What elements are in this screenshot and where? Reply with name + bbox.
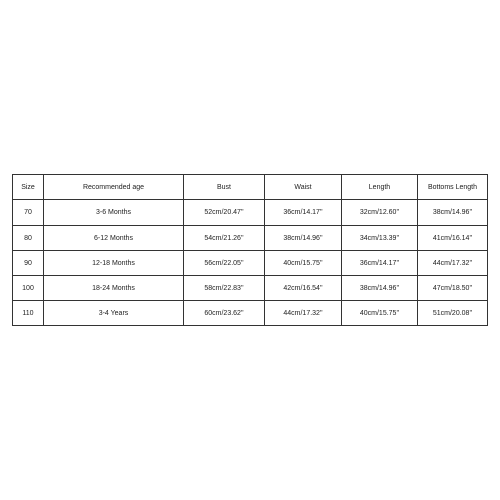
cell-bust: 58cm/22.83'' (184, 276, 265, 301)
cell-length: 40cm/15.75'' (342, 301, 418, 326)
cell-length: 34cm/13.39'' (342, 226, 418, 251)
size-chart-table (12, 174, 488, 326)
cell-size: 100 (13, 276, 44, 301)
header-bust: Bust (184, 175, 265, 200)
cell-bottoms-length: 51cm/20.08'' (418, 301, 488, 326)
header-size: Size (13, 175, 44, 200)
cell-bust: 60cm/23.62'' (184, 301, 265, 326)
table-row (13, 226, 488, 251)
cell-waist: 36cm/14.17'' (265, 200, 342, 226)
cell-recommended-age: 12-18 Months (44, 251, 184, 276)
header-bottoms-length: Bottoms Length (418, 175, 488, 200)
cell-bust: 56cm/22.05'' (184, 251, 265, 276)
table-row (13, 200, 488, 226)
cell-size: 110 (13, 301, 44, 326)
cell-bottoms-length: 41cm/16.14'' (418, 226, 488, 251)
cell-bottoms-length: 44cm/17.32'' (418, 251, 488, 276)
cell-waist: 44cm/17.32'' (265, 301, 342, 326)
cell-recommended-age: 3-4 Years (44, 301, 184, 326)
cell-bottoms-length: 38cm/14.96'' (418, 200, 488, 226)
cell-waist: 38cm/14.96'' (265, 226, 342, 251)
table-header (13, 175, 488, 200)
cell-length: 38cm/14.96'' (342, 276, 418, 301)
cell-size: 70 (13, 200, 44, 226)
cell-waist: 42cm/16.54'' (265, 276, 342, 301)
cell-waist: 40cm/15.75'' (265, 251, 342, 276)
table-row (13, 251, 488, 276)
header-recommended-age: Recommended age (44, 175, 184, 200)
cell-recommended-age: 18-24 Months (44, 276, 184, 301)
cell-size: 80 (13, 226, 44, 251)
cell-recommended-age: 6-12 Months (44, 226, 184, 251)
header-waist: Waist (265, 175, 342, 200)
cell-size: 90 (13, 251, 44, 276)
table-row (13, 276, 488, 301)
header-row (13, 175, 488, 200)
cell-length: 32cm/12.60'' (342, 200, 418, 226)
cell-bust: 54cm/21.26'' (184, 226, 265, 251)
header-length: Length (342, 175, 418, 200)
cell-length: 36cm/14.17'' (342, 251, 418, 276)
cell-bust: 52cm/20.47'' (184, 200, 265, 226)
cell-recommended-age: 3-6 Months (44, 200, 184, 226)
table-row (13, 301, 488, 326)
cell-bottoms-length: 47cm/18.50'' (418, 276, 488, 301)
table-body (13, 200, 488, 326)
